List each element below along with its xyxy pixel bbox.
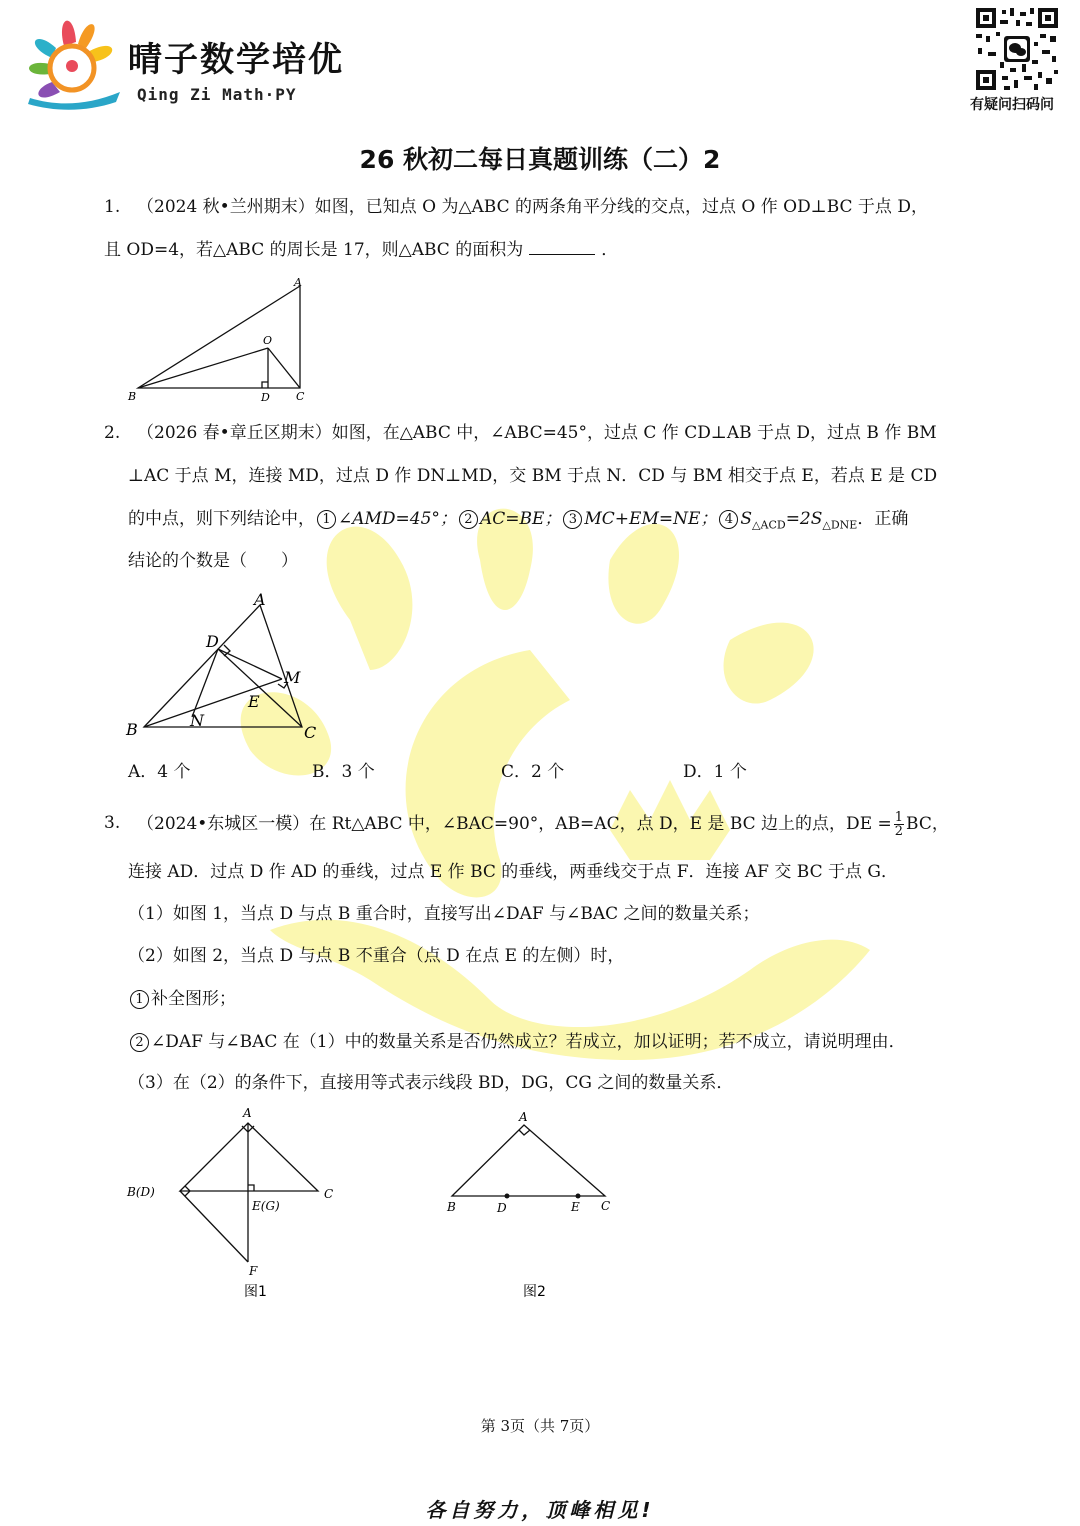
q3-fraction-numerator: 1 (894, 810, 904, 825)
q3-fig2-label-b: B (447, 1200, 456, 1214)
q2-statement-4-a: S (740, 509, 753, 529)
q3-part-1: （1）如图 1，当点 D 与点 B 重合时，直接写出∠DAF 与∠BAC 之间的数量关系； (128, 904, 760, 924)
q3-figure-1 (120, 1100, 350, 1305)
q2-label-b: B (126, 720, 138, 739)
q2-statement-4-sub-1: △ACD (752, 518, 786, 532)
q3-fig1-caption: 图1 (244, 1284, 267, 1300)
q3-line-1-end: BC， (906, 814, 949, 834)
q2-statement-3: MC+EM=NE； (584, 509, 718, 529)
q3-fig2-label-d: D (497, 1201, 507, 1215)
q2-statement-4-b: =2S (785, 509, 823, 529)
q3-fig2-label-c: C (601, 1199, 611, 1213)
q1-number: 1. (104, 197, 121, 217)
q2-statement-4-sub-2: △DNE (822, 518, 858, 532)
q2-line-2: ⊥AC 于点 M，连接 MD，过点 D 作 DN⊥MD，交 BM 于点 N．CD 与 BM 相交于点 E，若点 E 是 CD (128, 466, 938, 486)
q2-option-a[interactable]: A．4 个 (128, 762, 191, 782)
q3-sub-2-text: ∠DAF 与∠BAC 在（1）中的数量关系是否仍然成立？若成立，加以证明；若不成立，请说明理由． (151, 1032, 906, 1052)
q2-line-3 (128, 507, 908, 537)
q2-label-a: A (254, 590, 266, 609)
q3-fraction (894, 811, 904, 838)
q1-label-c: C (296, 390, 305, 403)
brand-name: 晴子数学培优 (128, 40, 344, 80)
q3-part-2-sub-1 (128, 987, 236, 1011)
brand-logo-icon (16, 6, 126, 110)
brand-english-name: Qing Zi Math·PY (137, 85, 297, 104)
q3-fig1-label-bd: B(D) (127, 1185, 155, 1199)
q2-line-3-text: 的中点，则下列结论中， (128, 509, 315, 529)
q1-label-o: O (263, 334, 273, 347)
q2-line-1: （2026 春•章丘区期末）如图，在△ABC 中，∠ABC=45°，过点 C 作 CD⊥AB 于点 D，过点 B 作 BM (137, 423, 937, 443)
qr-code-icon[interactable] (974, 6, 1060, 92)
q2-circle-1: 1 (317, 510, 336, 529)
slogan: 各自努力，顶峰相见! (425, 1498, 655, 1522)
q1-label-b: B (128, 390, 137, 403)
q3-line-2: 连接 AD．过点 D 作 AD 的垂线，过点 E 作 BC 的垂线，两垂线交于点 F．连接 AF 交 BC 于点 G． (128, 862, 898, 882)
q2-option-c[interactable]: C．2 个 (501, 762, 565, 782)
q1-label-d: D (261, 391, 270, 404)
q3-line-1 (137, 811, 949, 838)
q2-label-c: C (304, 723, 317, 742)
q1-line-2-text: 且 OD=4，若△ABC 的周长是 17，则△ABC 的面积为 (104, 240, 524, 260)
q3-fraction-denominator: 2 (894, 824, 904, 839)
q1-line-2-end: ． (601, 240, 619, 260)
q3-fig1-label-a: A (243, 1106, 252, 1120)
qr-caption: 有疑问扫码问 (970, 97, 1054, 113)
q2-circle-2: 2 (459, 510, 478, 529)
q1-answer-blank[interactable] (529, 240, 595, 255)
q2-circle-3: 3 (563, 510, 582, 529)
q2-statement-4-c: ．正确 (857, 509, 909, 529)
q3-sub-1-circle: 1 (130, 990, 149, 1009)
q3-fig1-label-f: F (249, 1264, 258, 1278)
q2-label-m: M (284, 668, 301, 687)
q2-option-b[interactable]: B．3 个 (312, 762, 375, 782)
q3-sub-1-text: 补全图形； (151, 989, 236, 1009)
q2-statement-1: ∠AMD=45°； (338, 509, 457, 529)
q2-label-n: N (190, 711, 204, 730)
q2-label-d: D (206, 632, 219, 651)
q3-fig2-caption: 图2 (523, 1284, 546, 1300)
q2-circle-4: 4 (719, 510, 738, 529)
page-title: 26 秋初二每日真题训练（二）2 (359, 145, 721, 174)
q2-statement-2: AC=BE； (479, 509, 562, 529)
q3-part-2: （2）如图 2，当点 D 与点 B 不重合（点 D 在点 E 的左侧）时， (128, 946, 625, 966)
q3-part-2-sub-2 (128, 1030, 906, 1054)
q2-figure (120, 585, 330, 745)
q1-figure (120, 272, 320, 407)
q1-line-1: （2024 秋•兰州期末）如图，已知点 O 为△ABC 的两条角平分线的交点，过点 O 作 OD⊥BC 于点 D， (137, 197, 928, 217)
q3-fig2-label-e: E (571, 1200, 580, 1214)
q3-fig1-label-c: C (324, 1187, 334, 1201)
page-number: 第 3页（共 7页） (480, 1417, 600, 1435)
q3-line-1-text: （2024•东城区一模）在 Rt△ABC 中，∠BAC=90°，AB=AC，点 D，E 是 BC 边上的点，DE = (137, 814, 892, 834)
q3-figure-2 (440, 1105, 630, 1305)
q2-number: 2. (104, 423, 121, 443)
q3-fig1-label-eg: E(G) (252, 1199, 280, 1213)
q3-part-3: （3）在（2）的条件下，直接用等式表示线段 BD，DG，CG 之间的数量关系． (128, 1073, 734, 1093)
q1-line-2 (104, 238, 618, 262)
q1-label-a: A (294, 276, 302, 289)
q3-number: 3. (104, 813, 121, 833)
q3-sub-2-circle: 2 (130, 1033, 149, 1052)
q2-label-e: E (248, 692, 260, 711)
q3-fig2-label-a: A (519, 1110, 528, 1124)
q2-line-4: 结论的个数是（ ） (128, 551, 298, 571)
q2-option-d[interactable]: D．1 个 (683, 762, 747, 782)
